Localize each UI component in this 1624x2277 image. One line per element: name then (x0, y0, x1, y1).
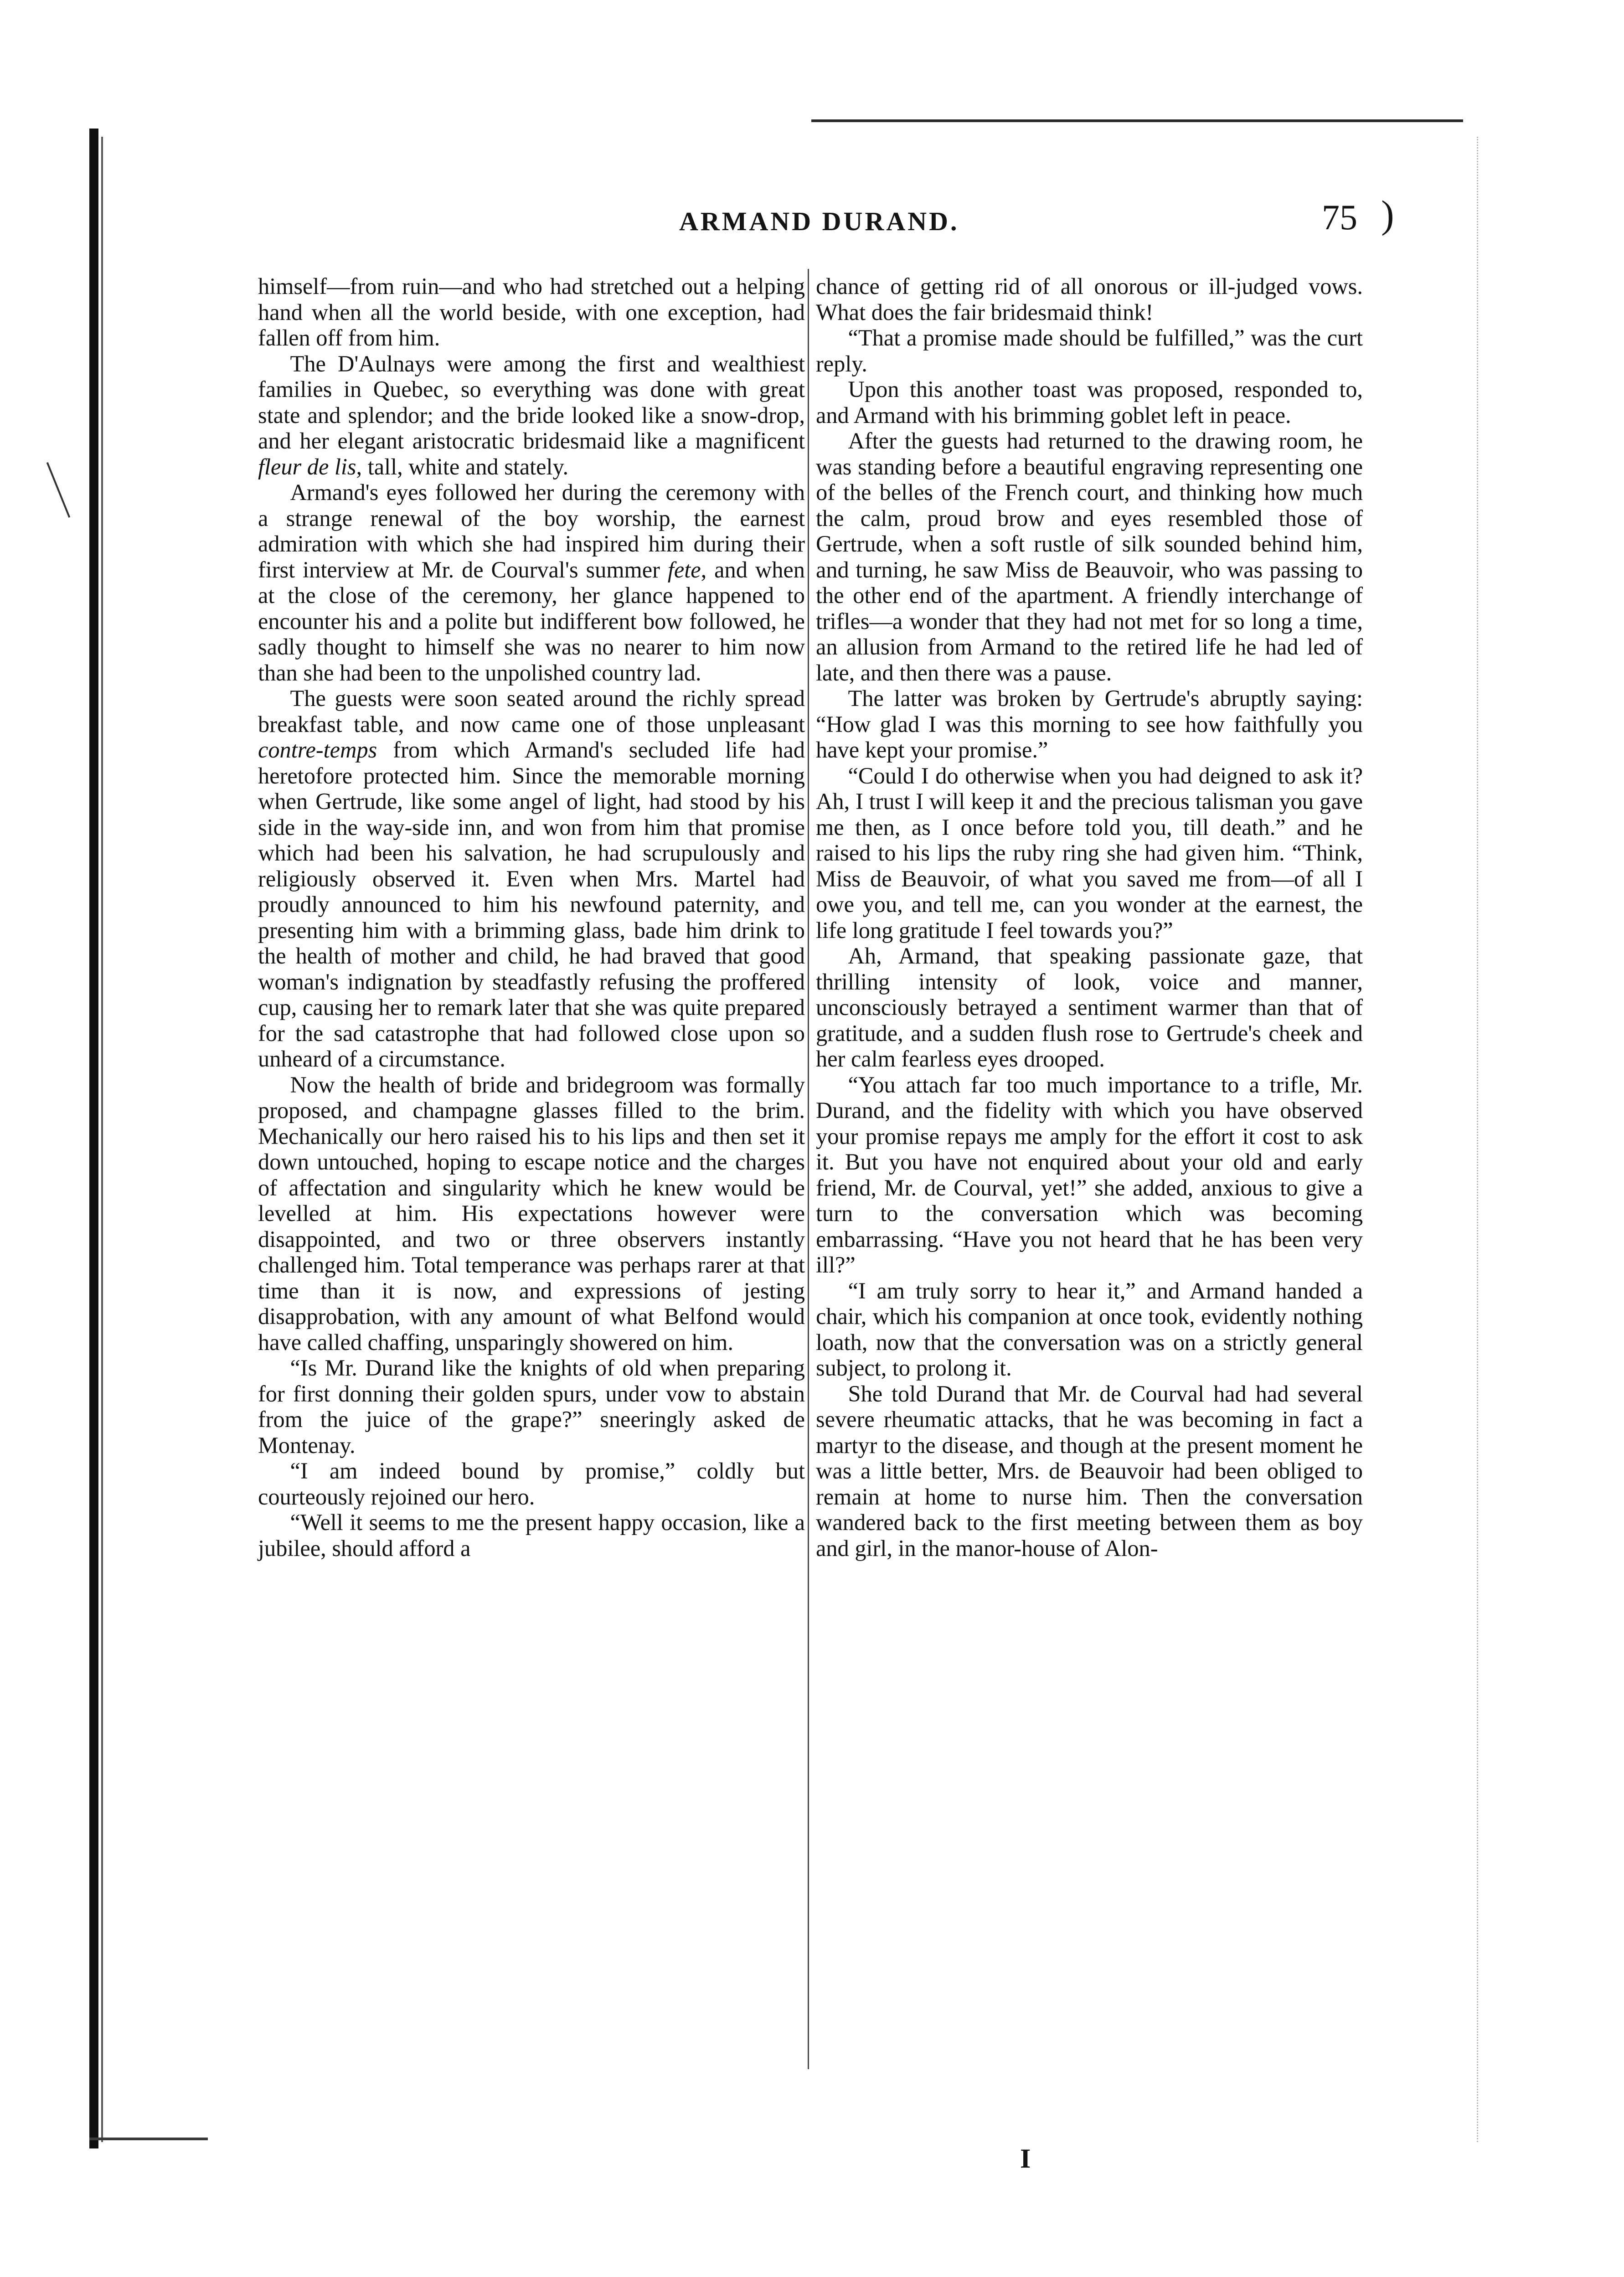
page-edge-speckle (1477, 137, 1480, 2142)
paragraph: She told Durand that Mr. de Courval had had several severe rheumatic attacks, that he was becoming in fact a martyr to the disease, and though at the present moment he was a little better, Mrs. de Beauvoir had been obliged to remain at home to nurse him. Then the conversation wandered back to the first meeting between them as boy and girl, in the manor-house of Alon- (816, 1381, 1363, 1561)
binding-edge (89, 129, 98, 2148)
paragraph: chance of getting rid of all onorous or ill-judged vows. What does the fair bridesmaid think! (816, 273, 1363, 325)
paragraph: “I am truly sorry to hear it,” and Armand handed a chair, which his companion at once took, evidently nothing loath, now that the conversation was on a strictly general subject, to prolong it. (816, 1278, 1363, 1381)
binding-foot (89, 2138, 208, 2140)
paragraph: The D'Aulnays were among the first and wealthiest families in Quebec, so everything was done with great state and splendor; and the bride looked like a snow-drop, and her elegant aristocratic bridesmaid like a magnificent fleur de lis, tall, white and stately. (258, 350, 805, 479)
running-title: ARMAND DURAND. (679, 206, 959, 236)
paragraph: “You attach far too much importance to a trifle, Mr. Durand, and the fidelity with which you have observed your promise repays me amply for the effort it cost to ask it. But you have not enquired about your old and early friend, Mr. de Courval, yet!” she added, anxious to give a turn to the conversation which was becoming embarrassing. “Have you not heard that he has been very ill?” (816, 1072, 1363, 1278)
paragraph: Now the health of bride and bridegroom was formally proposed, and champagne glasses filled to the brim. Mechanically our hero raised his to his lips and then set it down untouched, hoping to escape notice and the charges of affectation and singularity which he knew would be levelled at him. His expectations however were disappointed, and two or three observers instantly challenged him. Total temperance was perhaps rarer at that time than it is now, and expressions of jesting disapprobation, with any amount of what Belfond would have called chaffing, unsparingly showered on him. (258, 1072, 805, 1355)
paragraph: After the guests had returned to the drawing room, he was standing before a beautiful engraving representing one of the belles of the French court, and thinking how much the calm, proud brow and eyes resembled those of Gertrude, when a soft rustle of silk sounded behind him, and turning, he saw Miss de Beauvoir, who was passing to the other end of the apartment. A friendly interchange of trifles—a wonder that they had not met for so long a time, an allusion from Armand to the retired life he had led of late, and then there was a pause. (816, 428, 1363, 685)
paragraph: himself—from ruin—and who had stretched out a helping hand when all the world beside, with one exception, had fallen off from him. (258, 273, 805, 350)
paragraph: Armand's eyes followed her during the ceremony with a strange renewal of the boy worship, the earnest admiration with which she had inspired him during their first interview at Mr. de Courval's summer fete, and when at the close of the ceremony, her glance happened to encounter his and a polite but indifferent bow followed, he sadly thought to himself she was no nearer to him now than she had been to the unpolished country lad. (258, 479, 805, 685)
signature-mark: I (1020, 2143, 1031, 2174)
margin-scratch (46, 462, 70, 518)
paragraph: Ah, Armand, that speaking passionate gaze, that thrilling intensity of look, voice and manner, unconsciously betrayed a sentiment warmer than that of gratitude, and a sudden flush rose to Gertrude's cheek and her calm fearless eyes drooped. (816, 943, 1363, 1072)
left-column (258, 273, 805, 1561)
page-number: 75 (1322, 197, 1357, 237)
paragraph: Upon this another toast was proposed, responded to, and Armand with his brimming goblet left in peace. (816, 376, 1363, 428)
right-column (816, 273, 1363, 1561)
binding-edge-inner (101, 137, 103, 2142)
column-divider (808, 269, 809, 2069)
paragraph: The guests were soon seated around the richly spread breakfast table, and now came one of those unpleasant contre-temps from which Armand's secluded life had heretofore protected him. Since the memorable morning when Gertrude, like some angel of light, had stood by his side in the way-side inn, and won from him that promise which had been his salvation, he had scrupulously and religiously observed it. Even when Mrs. Martel had proudly announced to him his newfound paternity, and presenting him with a brimming glass, bade him drink to the health of mother and child, he had braved that good woman's indignation by steadfastly refusing the proffered cup, causing her to remark later that she was quite prepared for the sad catastrophe that had followed close upon so unheard of a circumstance. (258, 685, 805, 1072)
paragraph: The latter was broken by Gertrude's abruptly saying: “How glad I was this morning to see how faithfully you have kept your promise.” (816, 685, 1363, 762)
paragraph: “That a promise made should be fulfilled,” was the curt reply. (816, 325, 1363, 376)
paragraph: “Is Mr. Durand like the knights of old when preparing for first donning their golden spurs, under vow to abstain from the juice of the grape?” sneeringly asked de Montenay. (258, 1355, 805, 1458)
paragraph: “Well it seems to me the present happy occasion, like a jubilee, should afford a (258, 1509, 805, 1561)
paragraph: “I am indeed bound by promise,” coldly but courteously rejoined our hero. (258, 1458, 805, 1509)
paragraph: “Could I do otherwise when you had deigned to ask it? Ah, I trust I will keep it and the precious talisman you gave me then, as I once before told you, till death.” and he raised to his lips the ruby ring she had given him. “Think, Miss de Beauvoir, of what you saved me from—of all I owe you, and tell me, can you wonder at the earnest, the life long gratitude I feel towards you?” (816, 762, 1363, 943)
header-ornament: ) (1381, 192, 1394, 236)
header-rule (811, 119, 1463, 122)
